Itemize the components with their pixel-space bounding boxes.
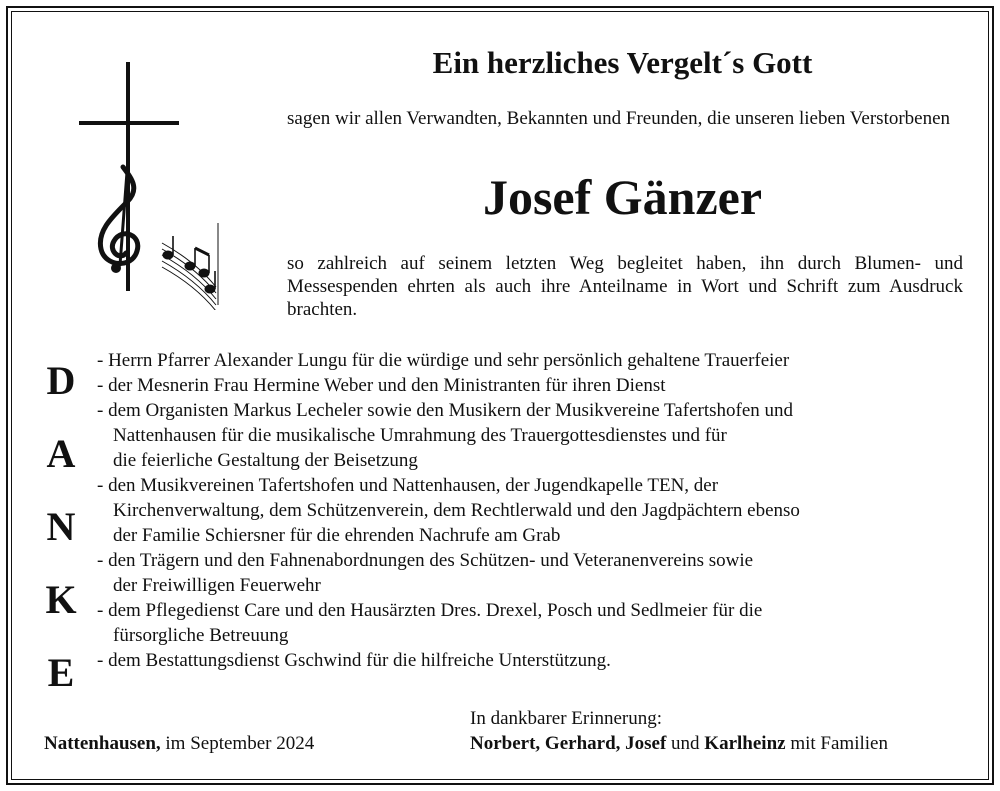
danke-letter: N — [46, 504, 76, 549]
headline: Ein herzliches Vergelt´s Gott — [432, 45, 813, 80]
thanks-item: - der Mesnerin Frau Hermine Weber und den Ministranten für ihren Dienst — [97, 375, 666, 396]
signers-line — [470, 731, 888, 756]
signature-block — [470, 706, 888, 756]
treble-clef-icon — [100, 167, 137, 273]
intro-text: sagen wir allen Verwandten, Bekannten und Freunden, die unseren lieben Verstorbenen — [287, 108, 951, 129]
deceased-name: Josef Gänzer — [482, 169, 763, 225]
signer-name: Gerhard, — [544, 733, 621, 754]
outro-text: so zahlreich auf seinem letzten Weg begleitet haben, ihn durch Blumen- und Messespenden ehrten als auch ihre Anteilname in Wort und Schrift zum Ausdruck brachten. — [287, 253, 963, 320]
place-date — [44, 731, 314, 756]
danke-letter: K — [45, 577, 77, 622]
thanks-item: - dem Organisten Markus Lecheler sowie den Musikern der Musikvereine Tafertshofen und Nattenhausen für die musikalische Umrahmung des Trauergottesdienstes und für die feierliche Gestaltung der Beisetzung — [97, 400, 794, 471]
danke-column — [38, 344, 84, 709]
signer-suffix: mit Familien — [790, 733, 888, 754]
thanks-item: - den Trägern und den Fahnenabordnungen des Schützen- und Veteranenvereins sowie der Freiwilligen Feuerwehr — [97, 550, 754, 596]
danke-letter: A — [46, 431, 76, 476]
music-notes-icon — [162, 223, 218, 310]
date: im September 2024 — [165, 733, 315, 754]
danke-letter: D — [46, 358, 76, 403]
place: Nattenhausen, — [44, 733, 161, 754]
thanks-item: - den Musikvereinen Tafertshofen und Nattenhausen, der Jugendkapelle TEN, der Kirchenverwaltung, dem Schützenverein, dem Rechtlerwald und den Jagdpächtern ebenso der Familie Schiersner für die ehrenden Nachrufe am Grab — [97, 475, 800, 546]
thanks-item: - Herrn Pfarrer Alexander Lungu für die würdige und sehr persönlich gehaltene Trauerfeier — [97, 350, 790, 371]
remembrance-line: In dankbarer Erinnerung: — [470, 708, 663, 729]
signer-conjunction: und — [671, 733, 700, 754]
danke-letter: E — [47, 650, 75, 695]
signer-name: Norbert, — [470, 733, 541, 754]
thanks-item: - dem Pflegedienst Care und den Hausärzten Dres. Drexel, Posch und Sedlmeier für die fürsorgliche Betreuung — [97, 600, 763, 646]
thanks-item: - dem Bestattungsdienst Gschwind für die hilfreiche Unterstützung. — [97, 650, 611, 671]
signer-name: Karlheinz — [704, 733, 786, 754]
thanks-list — [97, 348, 977, 673]
cross-music-symbol — [70, 55, 230, 310]
signer-name: Josef — [625, 733, 667, 754]
